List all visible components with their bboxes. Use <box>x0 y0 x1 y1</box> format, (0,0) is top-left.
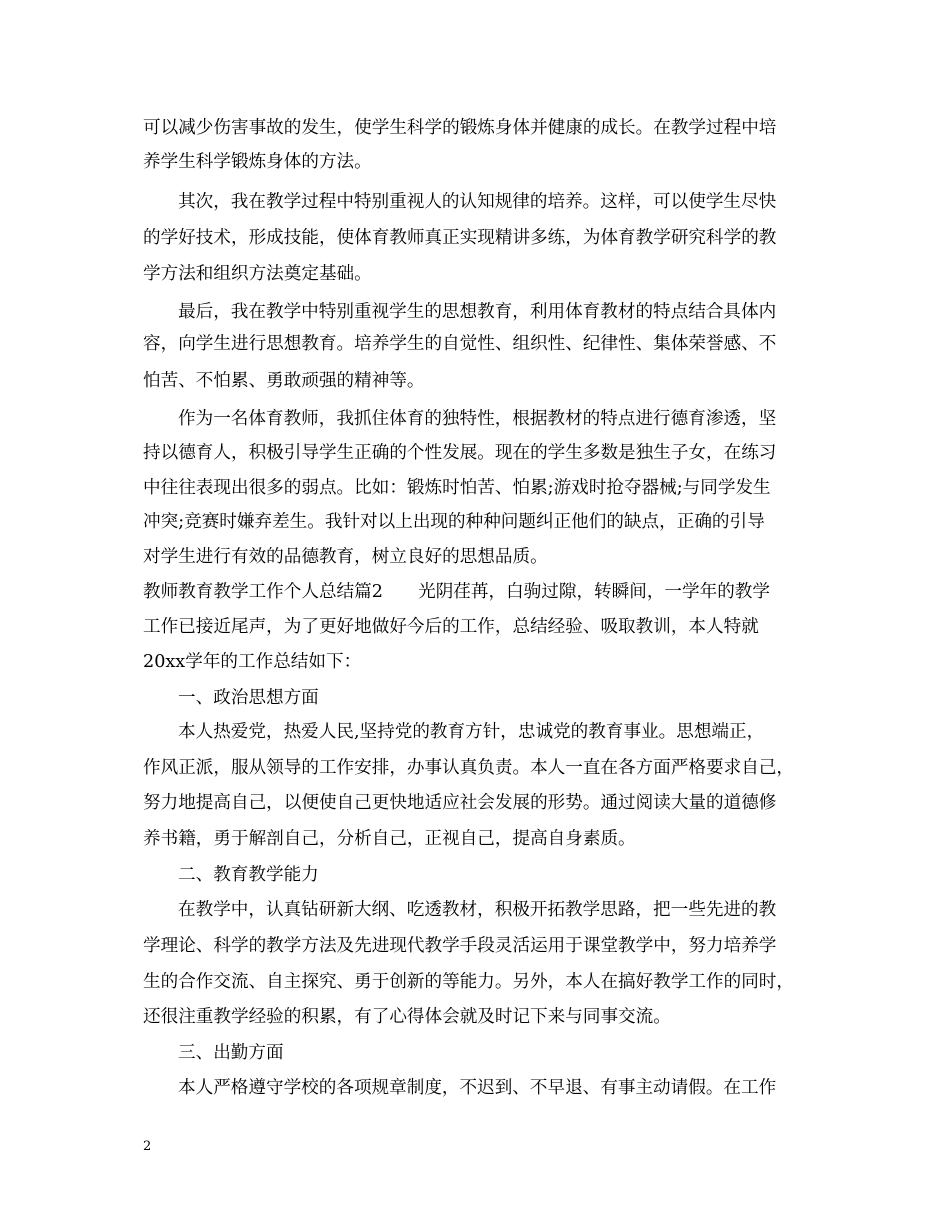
text-line: 作风正派，服从领导的工作安排，办事认真负责。本人一直在各方面严格要求自己， <box>143 758 794 778</box>
text-line: 可以减少伤害事故的发生，使学生科学的锻炼身体并健康的成长。在教学过程中培 <box>143 118 777 138</box>
paragraph-first-line: 最后，我在教学中特别重视学生的思想教育，利用体育教材的特点结合具体内 <box>178 302 777 322</box>
paragraph-first-line: 作为一名体育教师，我抓住体育的独特性，根据教材的特点进行德育渗透，坚 <box>178 409 777 429</box>
section-heading: 三、出勤方面 <box>178 1043 284 1063</box>
paragraph-first-line: 在教学中，认真钻研新大纲、吃透教材，积极开拓教学思路，把一些先进的教 <box>178 900 777 920</box>
text-line: 工作已接近尾声，为了更好地做好今后的工作，总结经验、吸取教训，本人特就 <box>143 617 759 637</box>
text-line: 20xx学年的工作总结如下： <box>143 652 362 672</box>
text-line: 对学生进行有效的品德教育，树立良好的思想品质。 <box>143 547 548 567</box>
paragraph-first-line: 其次，我在教学过程中特别重视人的认知规律的培养。这样，可以使学生尽快 <box>178 192 777 212</box>
section-heading: 一、政治思想方面 <box>178 688 319 708</box>
page-number: 2 <box>143 1139 152 1154</box>
section-heading: 二、教育教学能力 <box>178 865 319 885</box>
text-line: 中往往表现出很多的弱点。比如：锻炼时怕苦、怕累;游戏时抢夺器械;与同学发生 <box>143 478 771 498</box>
text-line: 养学生科学锻炼身体的方法。 <box>143 152 372 172</box>
text-line: 容，向学生进行思想教育。培养学生的自觉性、组织性、纪律性、集体荣誉感、不 <box>143 334 777 354</box>
section-title-line: 教师教育教学工作个人总结篇2 光阴荏苒，白驹过隙，转瞬间，一学年的教学 <box>143 582 770 602</box>
text-line: 的学好技术，形成技能，使体育教师真正实现精讲多练，为体育教学研究科学的教 <box>143 228 777 248</box>
text-line: 努力地提高自己，以便使自己更快地适应社会发展的形势。通过阅读大量的道德修 <box>143 793 777 813</box>
text-line: 持以德育人，积极引导学生正确的个性发展。现在的学生多数是独生子女，在练习 <box>143 443 777 463</box>
text-line: 生的合作交流、自主探究、勇于创新的等能力。另外，本人在搞好教学工作的同时， <box>143 972 794 992</box>
text-line: 学方法和组织方法奠定基础。 <box>143 264 372 284</box>
text-line: 冲突;竞赛时嫌弃差生。我针对以上出现的种种问题纠正他们的缺点，正确的引导 <box>143 512 765 532</box>
text-line: 怕苦、不怕累、勇敢顽强的精神等。 <box>143 371 425 391</box>
paragraph-first-line: 本人热爱党，热爱人民,坚持党的教育方针，忠诚党的教育事业。思想端正， <box>178 722 765 742</box>
text-line: 养书籍，勇于解剖自己，分析自己，正视自己，提高自身素质。 <box>143 829 636 849</box>
paragraph-first-line: 本人严格遵守学校的各项规章制度，不迟到、不早退、有事主动请假。在工作 <box>178 1078 777 1098</box>
text-line: 还很注重教学经验的积累，有了心得体会就及时记下来与同事交流。 <box>143 1007 671 1027</box>
text-line: 学理论、科学的教学方法及先进现代教学手段灵活运用于课堂教学中，努力培养学 <box>143 936 777 956</box>
